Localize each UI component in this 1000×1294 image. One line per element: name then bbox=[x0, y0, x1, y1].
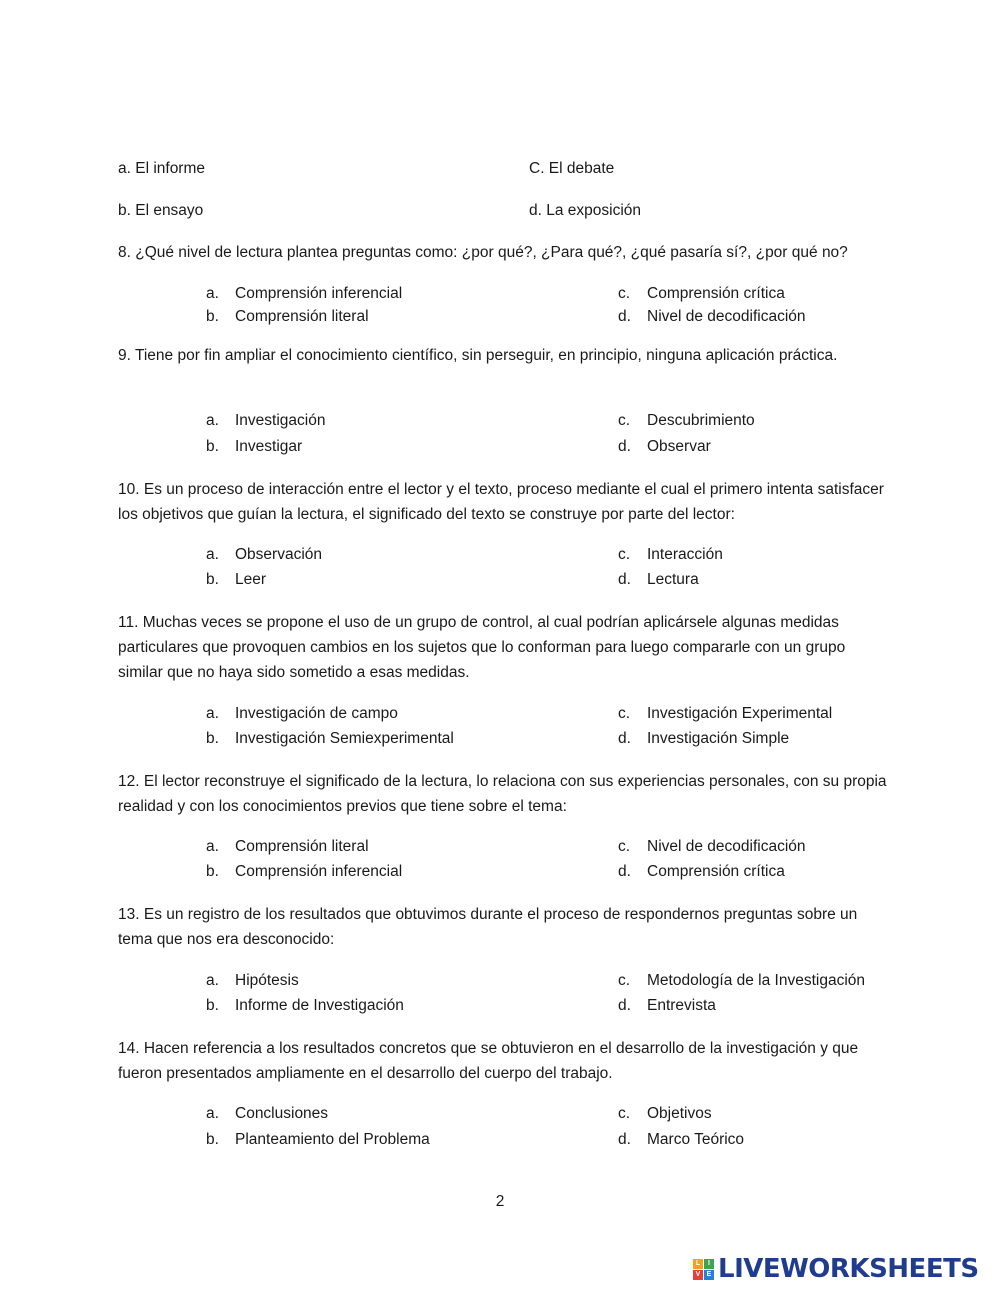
option-text: Investigación de campo bbox=[235, 705, 398, 722]
option-text: Investigación Experimental bbox=[647, 705, 833, 722]
option-letter: b. bbox=[206, 863, 219, 880]
option-letter: b. bbox=[206, 730, 219, 747]
option-letter: d. bbox=[618, 730, 631, 747]
liveworksheets-logo-text: LIVEWORKSHEETS bbox=[718, 1254, 979, 1284]
page-number: 2 bbox=[495, 1193, 505, 1210]
question-13-text: 13. Es un registro de los resultados que obtuvimos durante el proceso de respondernos preguntas sobre un tema que nos era desconocido: bbox=[118, 906, 858, 948]
option-letter: a. bbox=[206, 838, 219, 855]
option-text: Investigación Semiexperimental bbox=[235, 730, 454, 747]
q7-option-b[interactable]: b. El ensayo bbox=[118, 202, 204, 219]
logo-tile: E bbox=[704, 1270, 714, 1280]
option-letter: b. bbox=[206, 438, 219, 455]
option-text: Descubrimiento bbox=[647, 412, 755, 429]
option-letter: c. bbox=[618, 285, 631, 302]
question-9-text: 9. Tiene por fin ampliar el conocimiento científico, sin perseguir, en principio, ninguna aplicación práctica. bbox=[118, 347, 838, 364]
option-text: Comprensión literal bbox=[235, 308, 369, 325]
q7-option-a[interactable]: a. El informe bbox=[118, 160, 206, 177]
option-letter: a. bbox=[206, 412, 219, 429]
option-text: Entrevista bbox=[647, 997, 716, 1014]
question-14-text: 14. Hacen referencia a los resultados concretos que se obtuvieron en el desarrollo de la investigación y que fueron presentados ampliamente en el desarrollo del cuerpo del trabajo. bbox=[118, 1040, 859, 1082]
question-8-text: 8. ¿Qué nivel de lectura plantea preguntas como: ¿por qué?, ¿Para qué?, ¿qué pasaría sí?, ¿por qué no? bbox=[118, 244, 848, 261]
option-text: Hipótesis bbox=[235, 972, 299, 989]
option-letter: d. bbox=[618, 863, 631, 880]
option-letter: a. bbox=[206, 546, 219, 563]
option-text: Nivel de decodificación bbox=[647, 838, 806, 855]
option-text: Interacción bbox=[647, 546, 723, 563]
q7-option-d[interactable]: d. La exposición bbox=[529, 202, 642, 219]
logo-tile: I bbox=[704, 1259, 714, 1269]
option-letter: d. bbox=[618, 571, 631, 588]
option-text: Marco Teórico bbox=[647, 1131, 745, 1148]
option-letter: c. bbox=[618, 412, 631, 429]
option-text: Observación bbox=[235, 546, 323, 563]
logo-tile: V bbox=[693, 1270, 703, 1280]
liveworksheets-logo bbox=[693, 1255, 979, 1283]
option-text: Comprensión crítica bbox=[647, 863, 785, 880]
option-text: Leer bbox=[235, 571, 267, 588]
option-text: Planteamiento del Problema bbox=[235, 1131, 430, 1148]
liveworksheets-logo-icon bbox=[693, 1259, 714, 1280]
option-letter: d. bbox=[618, 1131, 631, 1148]
option-letter: a. bbox=[206, 285, 219, 302]
option-text: Observar bbox=[647, 438, 711, 455]
q7-option-c[interactable]: C. El debate bbox=[529, 160, 615, 177]
question-10-text: 10. Es un proceso de interacción entre el lector y el texto, proceso mediante el cual el primero intenta satisfacer los objetivos que guían la lectura, el significado del texto se construye por parte del lector: bbox=[118, 481, 884, 523]
logo-tile: L bbox=[693, 1259, 703, 1269]
option-text: Objetivos bbox=[647, 1105, 712, 1122]
option-text: Metodología de la Investigación bbox=[647, 972, 866, 989]
option-text: Comprensión inferencial bbox=[235, 285, 403, 302]
option-letter: c. bbox=[618, 1105, 631, 1122]
question-11-text: 11. Muchas veces se propone el uso de un grupo de control, al cual podrían aplicársele algunas medidas particulares que provoquen cambios en los sujetos que lo conforman para luego compararle con un grupo similar que no haya sido sometido a esas medidas. bbox=[118, 614, 846, 681]
option-text: Lectura bbox=[647, 571, 699, 588]
option-letter: c. bbox=[618, 705, 631, 722]
option-letter: b. bbox=[206, 997, 219, 1014]
option-letter: c. bbox=[618, 546, 631, 563]
option-text: Investigación Simple bbox=[647, 730, 790, 747]
option-text: Informe de Investigación bbox=[235, 997, 404, 1014]
option-letter: b. bbox=[206, 571, 219, 588]
option-letter: a. bbox=[206, 972, 219, 989]
option-text: Comprensión literal bbox=[235, 838, 369, 855]
option-letter: b. bbox=[206, 1131, 219, 1148]
option-text: Investigar bbox=[235, 438, 303, 455]
option-letter: a. bbox=[206, 705, 219, 722]
question-12-text: 12. El lector reconstruye el significado de la lectura, lo relaciona con sus experiencias personales, con su propia realidad y con los conocimientos previos que tiene sobre el tema: bbox=[118, 773, 887, 815]
option-letter: d. bbox=[618, 438, 631, 455]
option-letter: b. bbox=[206, 308, 219, 325]
option-letter: d. bbox=[618, 308, 631, 325]
option-letter: c. bbox=[618, 838, 631, 855]
option-letter: c. bbox=[618, 972, 631, 989]
option-text: Nivel de decodificación bbox=[647, 308, 806, 325]
option-text: Conclusiones bbox=[235, 1105, 329, 1122]
option-text: Investigación bbox=[235, 412, 326, 429]
option-text: Comprensión inferencial bbox=[235, 863, 403, 880]
option-letter: a. bbox=[206, 1105, 219, 1122]
option-letter: d. bbox=[618, 997, 631, 1014]
option-text: Comprensión crítica bbox=[647, 285, 785, 302]
